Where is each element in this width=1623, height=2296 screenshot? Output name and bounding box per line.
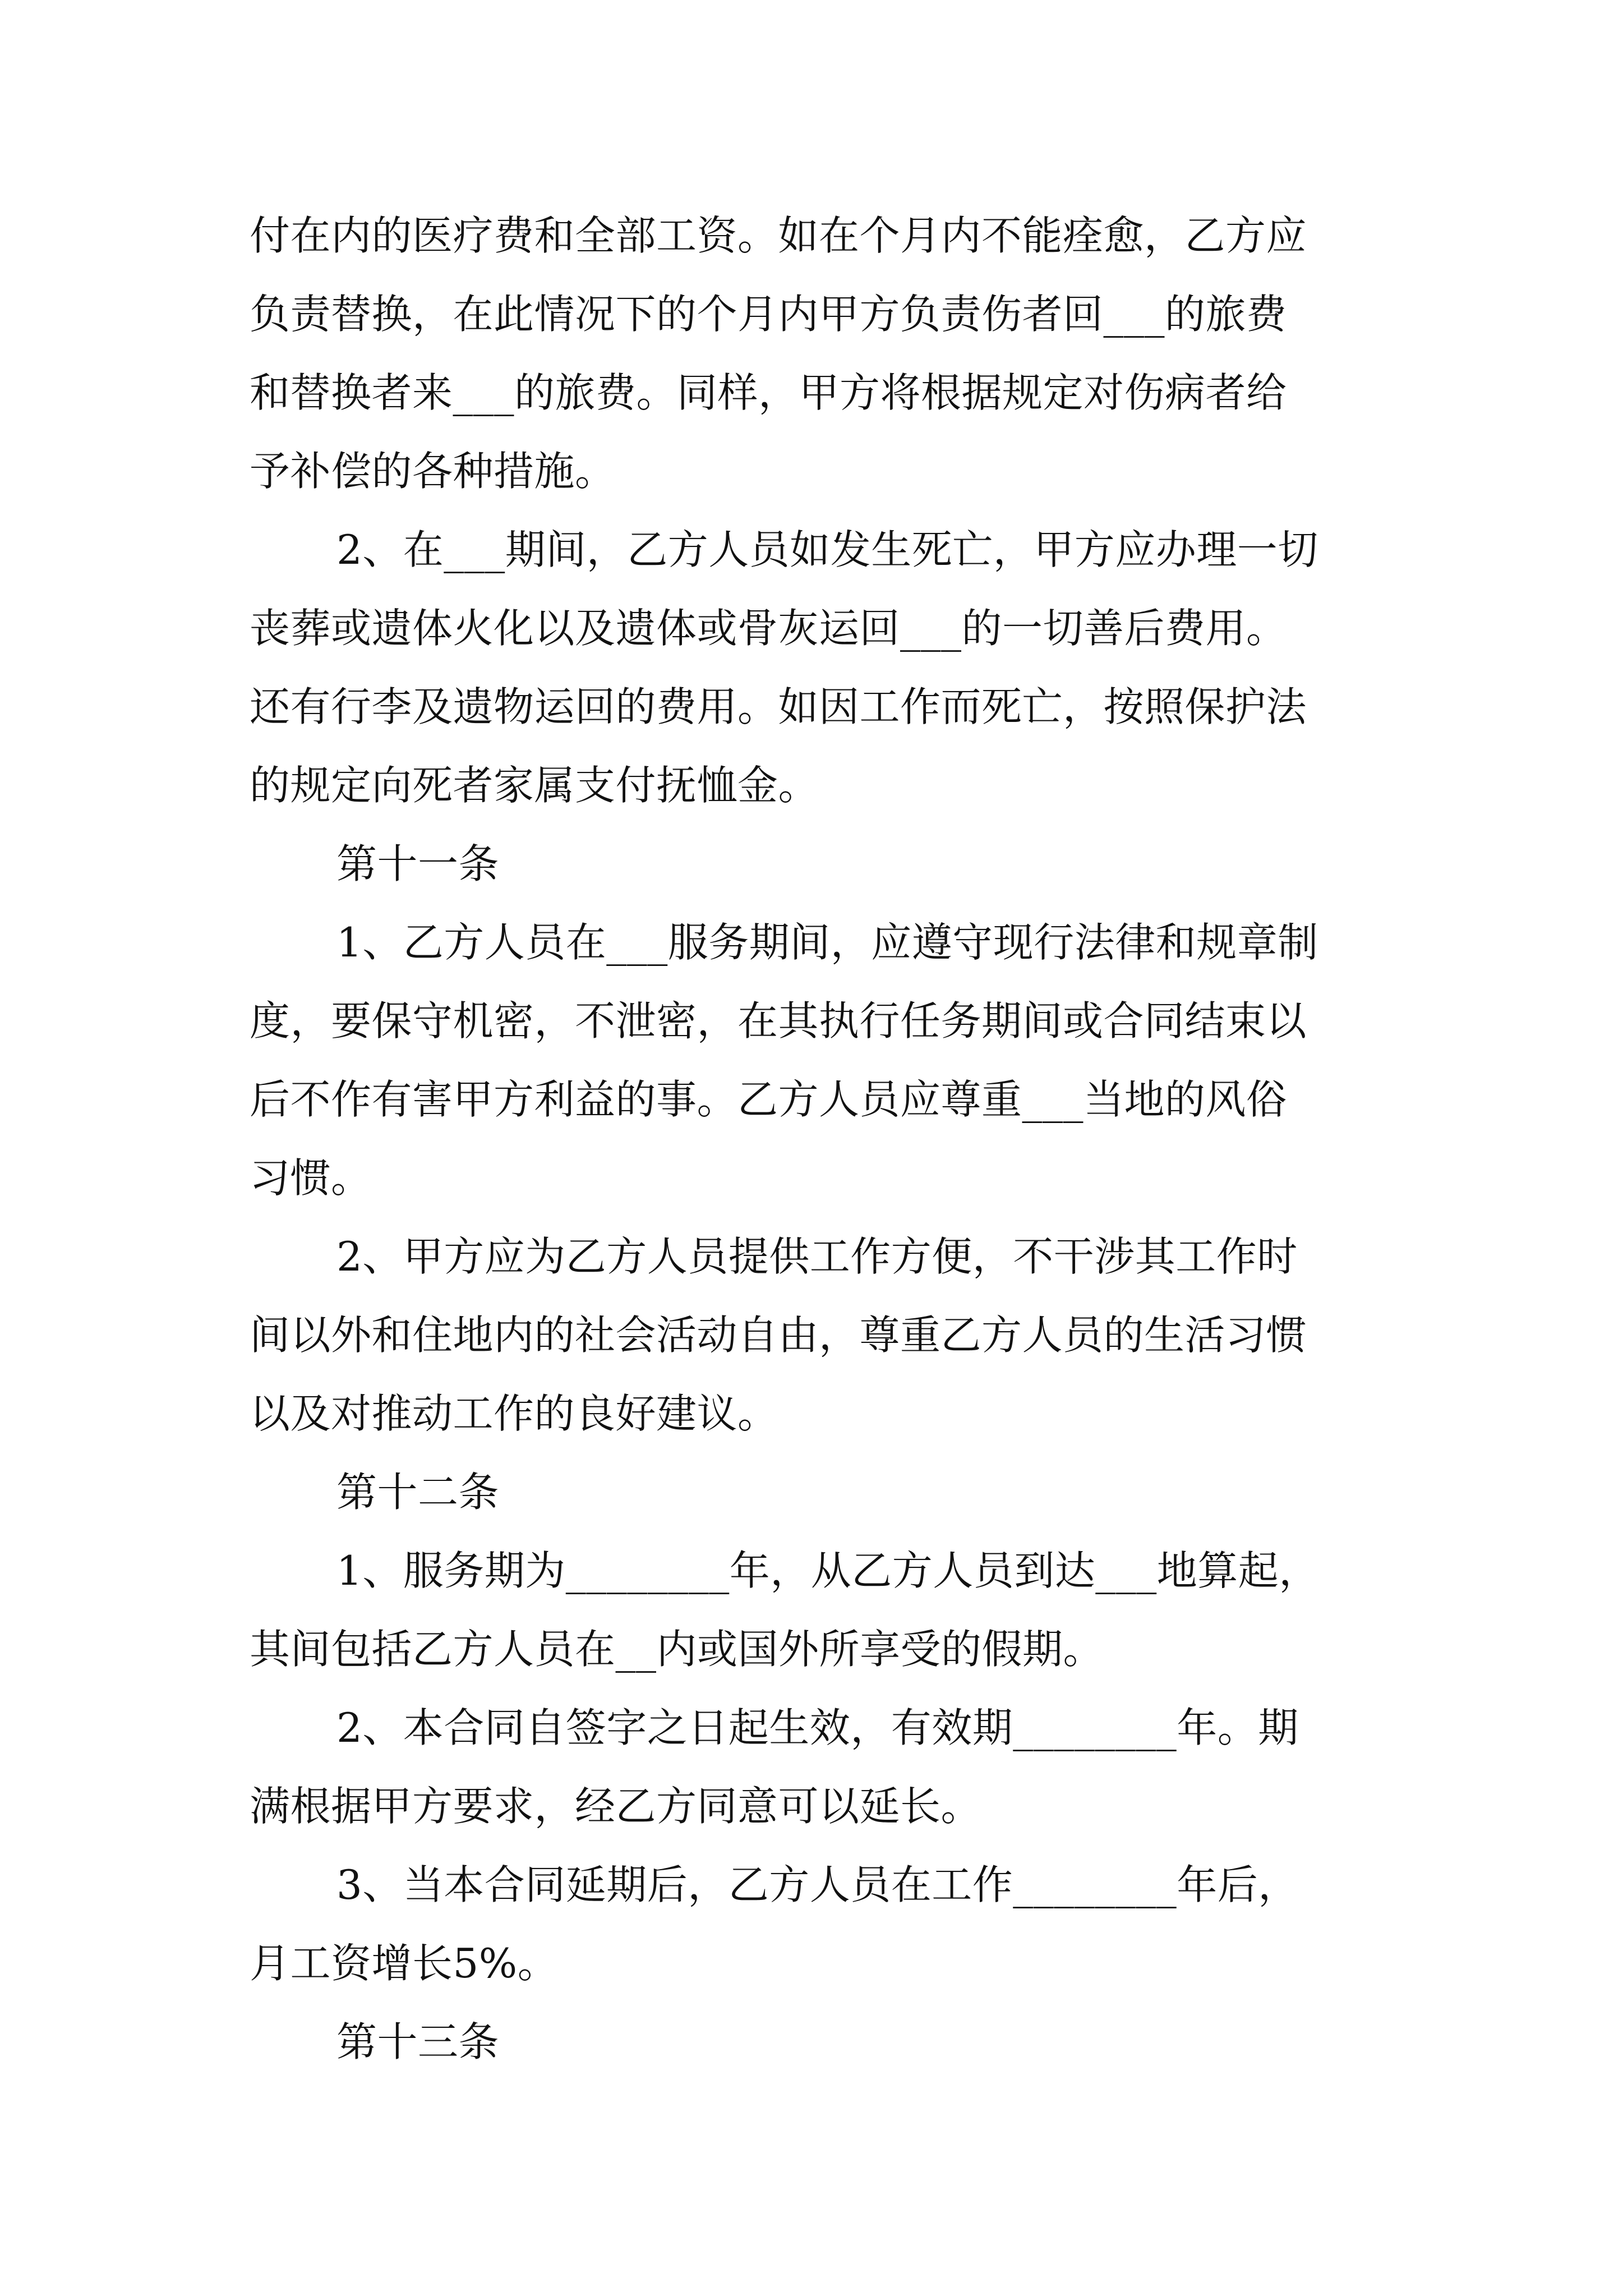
- text-line: 满根据甲方要求，经乙方同意可以延长。: [250, 1783, 982, 1830]
- text-line: 其间包括乙方人员在__内或国外所享受的假期。: [250, 1626, 1104, 1673]
- text-line: 1、服务期为________年，从乙方人员到达___地算起，: [336, 1547, 1320, 1594]
- text-line: 负责替换，在此情况下的个月内甲方负责伤者回___的旅费: [250, 291, 1287, 338]
- text-line: 习惯。: [250, 1154, 372, 1202]
- article-heading-12: 第十二条: [336, 1469, 500, 1516]
- text-line: 1、乙方人员在___服务期间，应遵守现行法律和规章制: [336, 919, 1318, 966]
- text-line: 间以外和住地内的社会活动自由，尊重乙方人员的生活习惯: [250, 1312, 1307, 1359]
- text-line: 3、当本合同延期后，乙方人员在工作________年后，: [336, 1861, 1299, 1908]
- text-line: 和替换者来___的旅费。同样，甲方将根据规定对伤病者给: [250, 369, 1287, 416]
- text-line: 还有行李及遗物运回的费用。如因工作而死亡，按照保护法: [250, 683, 1307, 730]
- text-line: 以及对推动工作的良好建议。: [250, 1390, 778, 1437]
- article-heading-11: 第十一条: [336, 840, 500, 887]
- text-line: 2、甲方应为乙方人员提供工作方便，不干涉其工作时: [336, 1233, 1298, 1280]
- text-line: 月工资增长5%。: [250, 1940, 559, 1987]
- article-heading-13: 第十三条: [336, 2018, 500, 2065]
- text-line: 后不作有害甲方利益的事。乙方人员应尊重___当地的风俗: [250, 1076, 1287, 1123]
- text-line: 予补偿的各种措施。: [250, 448, 616, 495]
- text-line: 2、本合同自签字之日起生效，有效期________年。期: [336, 1704, 1299, 1751]
- text-line: 度，要保守机密，不泄密，在其执行任务期间或合同结束以: [250, 997, 1307, 1045]
- text-line: 2、在___期间，乙方人员如发生死亡，甲方应办理一切: [336, 526, 1318, 573]
- text-line: 的规定向死者家属支付抚恤金。: [250, 762, 819, 809]
- text-line: 付在内的医疗费和全部工资。如在个月内不能痊愈，乙方应: [250, 212, 1307, 259]
- text-line: 丧葬或遗体火化以及遗体或骨灰运回___的一切善后费用。: [250, 605, 1287, 652]
